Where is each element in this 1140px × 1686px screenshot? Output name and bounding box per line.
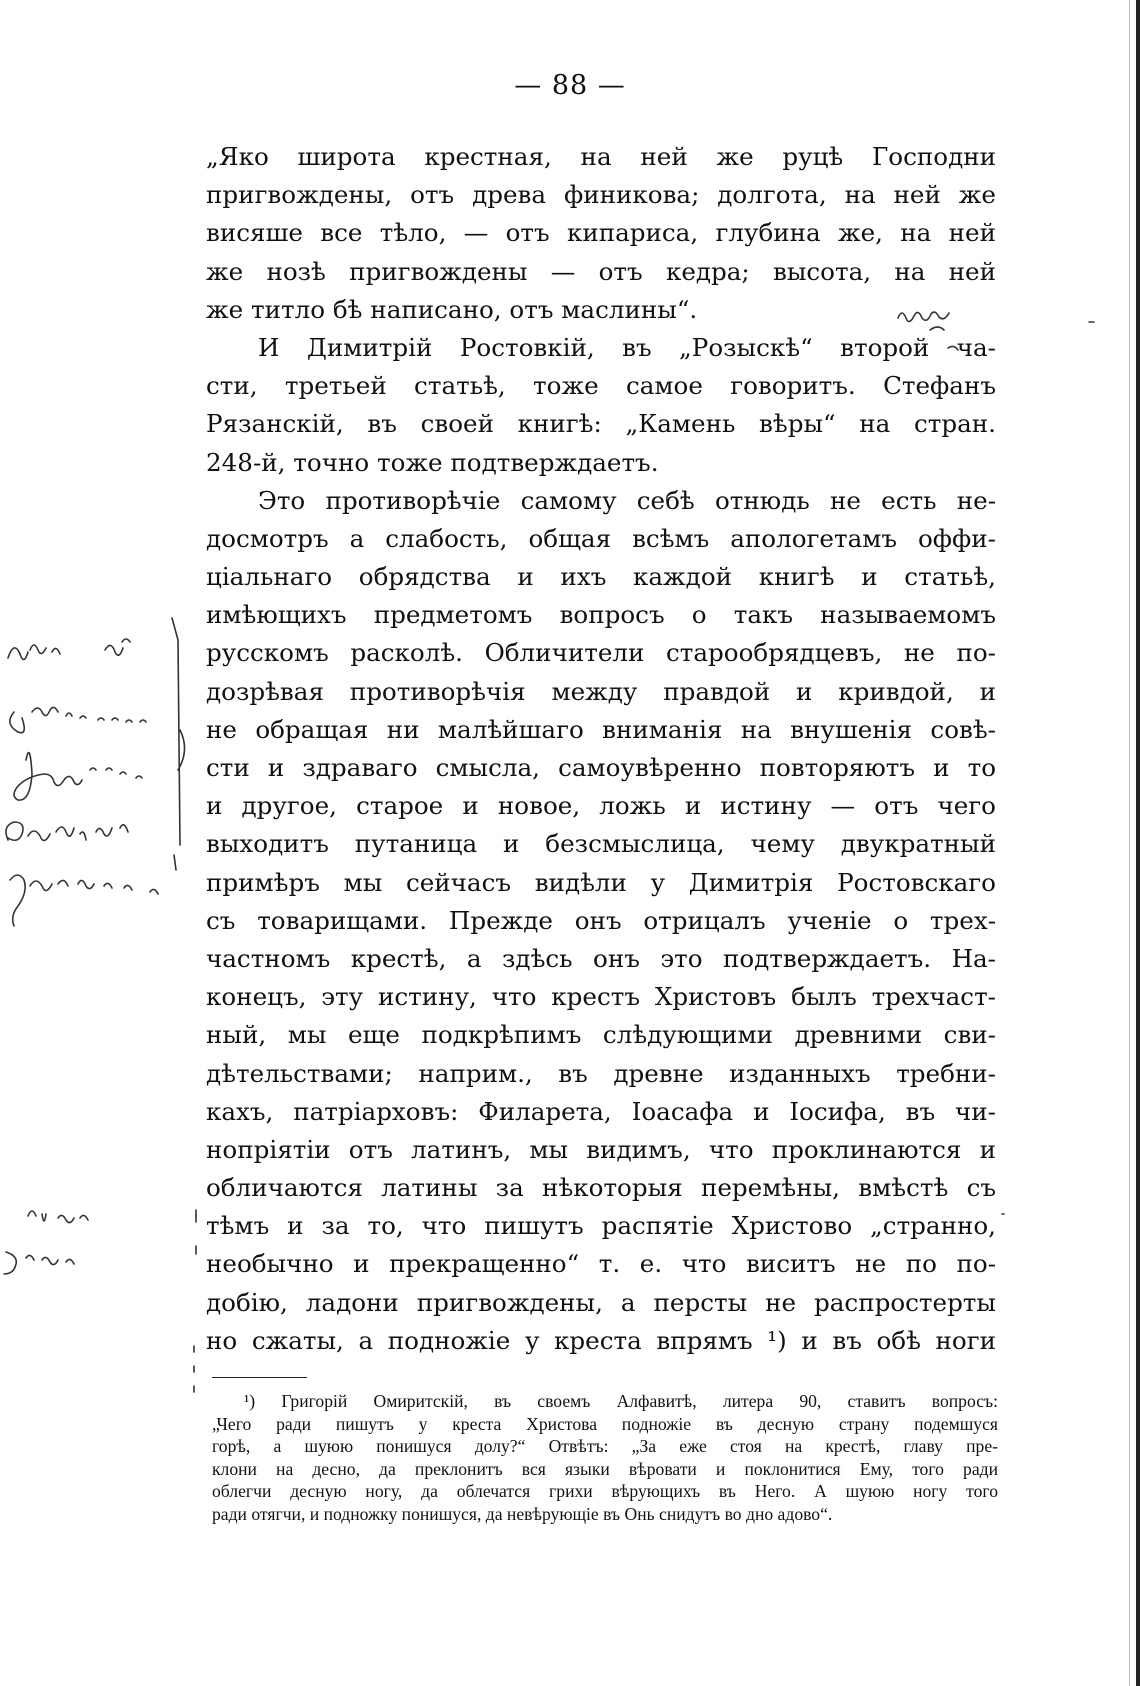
marginal-note-3 (14, 753, 142, 801)
text-line: висяше все тѣло, — отъ кипариса, глубина же, на ней (206, 218, 996, 248)
footnote-line: облегчи десную ногу, да облечатся грихи вѣрующихъ въ Него. А шуюю ногу того (212, 1481, 998, 1502)
marginal-note-6 (28, 1211, 88, 1223)
text-line: имѣющихъ предметомъ вопросъ о такъ называемомъ (206, 600, 996, 630)
footnote-line: ради отягчи, и подножку понишуся, да невѣрующіе въ Онь снидутъ во дно адово“. (212, 1503, 833, 1524)
text-line: но сжаты, а подножіе у креста впрямъ ¹) и въ обѣ ноги (206, 1325, 996, 1355)
text-line: частномъ крестѣ, а здѣсь онъ это подтверждаетъ. На- (206, 943, 996, 973)
footnote-rule (212, 1377, 307, 1378)
marginal-note-5 (10, 875, 158, 926)
text-line: пригвождены, отъ древа финикова; долгота, на ней же (206, 180, 996, 210)
text-line: нопріятіи отъ латинъ, мы видимъ, что проклинаются и (206, 1134, 996, 1164)
text-line: сти, третьей статьѣ, тоже самое говоритъ. Стефанъ (206, 371, 996, 401)
footnote-line: ¹) Григорій Омиритскій, въ своемъ Алфавитѣ, литера 90, ставитъ вопросъ: (244, 1391, 998, 1411)
text-line: ціальнаго обрядства и ихъ каждой книгѣ и статьѣ, (206, 562, 996, 592)
footnote-line: „Чего ради пишутъ у креста Христова подножіе въ десную страну подемшуся (212, 1413, 998, 1434)
text-line: дѣтельствами; наприм., въ древне изданныхъ требни- (206, 1058, 996, 1088)
text-line: сти и здраваго смысла, самоувѣренно повторяютъ и то (206, 753, 996, 782)
text-line: русскомъ расколѣ. Обличители старообрядцевъ, не по- (206, 638, 996, 668)
text-line: съ товарищами. Прежде онъ отрицалъ ученіе о трех- (206, 905, 996, 935)
text-line: и другое, старое и новое, ложь и истину — отъ чего (206, 791, 996, 821)
text-line: И Димитрій Ростовкій, въ „Розыскѣ“ второй ча- (258, 332, 996, 362)
text-line: примѣръ мы сейчасъ видѣли у Димитрія Ростовскаго (206, 867, 996, 897)
marginal-note-2 (10, 707, 146, 732)
text-line: же титло бѣ написано, отъ маслины“. (206, 294, 698, 324)
text-line: не обращая ни малѣйшаго вниманія на внушенія совѣ- (206, 714, 996, 744)
marginal-note-4 (6, 822, 128, 841)
footnote-line: клони на десно, да преклонитъ вся языки вѣровати и поклонитися Ему, того ради (212, 1458, 998, 1479)
marginal-bracket (172, 618, 185, 870)
text-line: тѣмъ и за то, что пишутъ распятіе Христово „странно, (206, 1211, 996, 1241)
marginal-note-1 (8, 639, 130, 660)
text-line: досмотръ а слабость, общая всѣмъ апологетамъ оффи- (206, 523, 996, 553)
page-edge-line (1129, 0, 1130, 1686)
text-line: кахъ, патріарховъ: Филарета, Іоасафа и Іосифа, въ чи- (206, 1096, 996, 1126)
text-line: же нозѣ пригвождены — отъ кедра; высота, на ней (206, 256, 996, 286)
text-line: обличаются латины за нѣкоторыя перемѣны, вмѣстѣ съ (206, 1173, 996, 1203)
page-edge-shadow (1136, 0, 1140, 1686)
margin-tick-left-lower (194, 1210, 196, 1392)
text-line: необычно и прекращенно“ т. е. что виситъ не по по- (206, 1249, 996, 1279)
text-line: „Яко широта крестная, на ней же руцѣ Господни (206, 142, 996, 171)
text-line: выходитъ путаница и безсмыслица, чему двукратный (206, 829, 996, 859)
text-line: конецъ, эту истину, что крестъ Христовъ былъ трехчаст- (206, 982, 996, 1012)
page-number: — 88 — (514, 70, 626, 101)
text-line: 248-й, точно тоже подтверждаетъ. (206, 447, 659, 477)
footnote (212, 1390, 998, 1526)
text-line: добію, ладони пригвождены, а персты не распростерты (206, 1287, 996, 1317)
text-line: дозрѣвая противорѣчія между правдой и кривдой, и (206, 676, 996, 706)
marginal-note-7 (4, 1252, 74, 1274)
text-line: Рязанскій, въ своей книгѣ: „Камень вѣры“ на стран. (206, 409, 996, 439)
body-text (206, 138, 996, 1360)
text-line: ный, мы еще подкрѣпимъ слѣдующими древними сви- (206, 1020, 996, 1050)
footnote-line: горѣ, а шуюю понишуся долу?“ Отвѣтъ: „За еже стоя на крестѣ, главу пре- (212, 1436, 998, 1457)
text-line: Это противорѣчіе самому себѣ отнюдь не есть не- (258, 485, 996, 515)
